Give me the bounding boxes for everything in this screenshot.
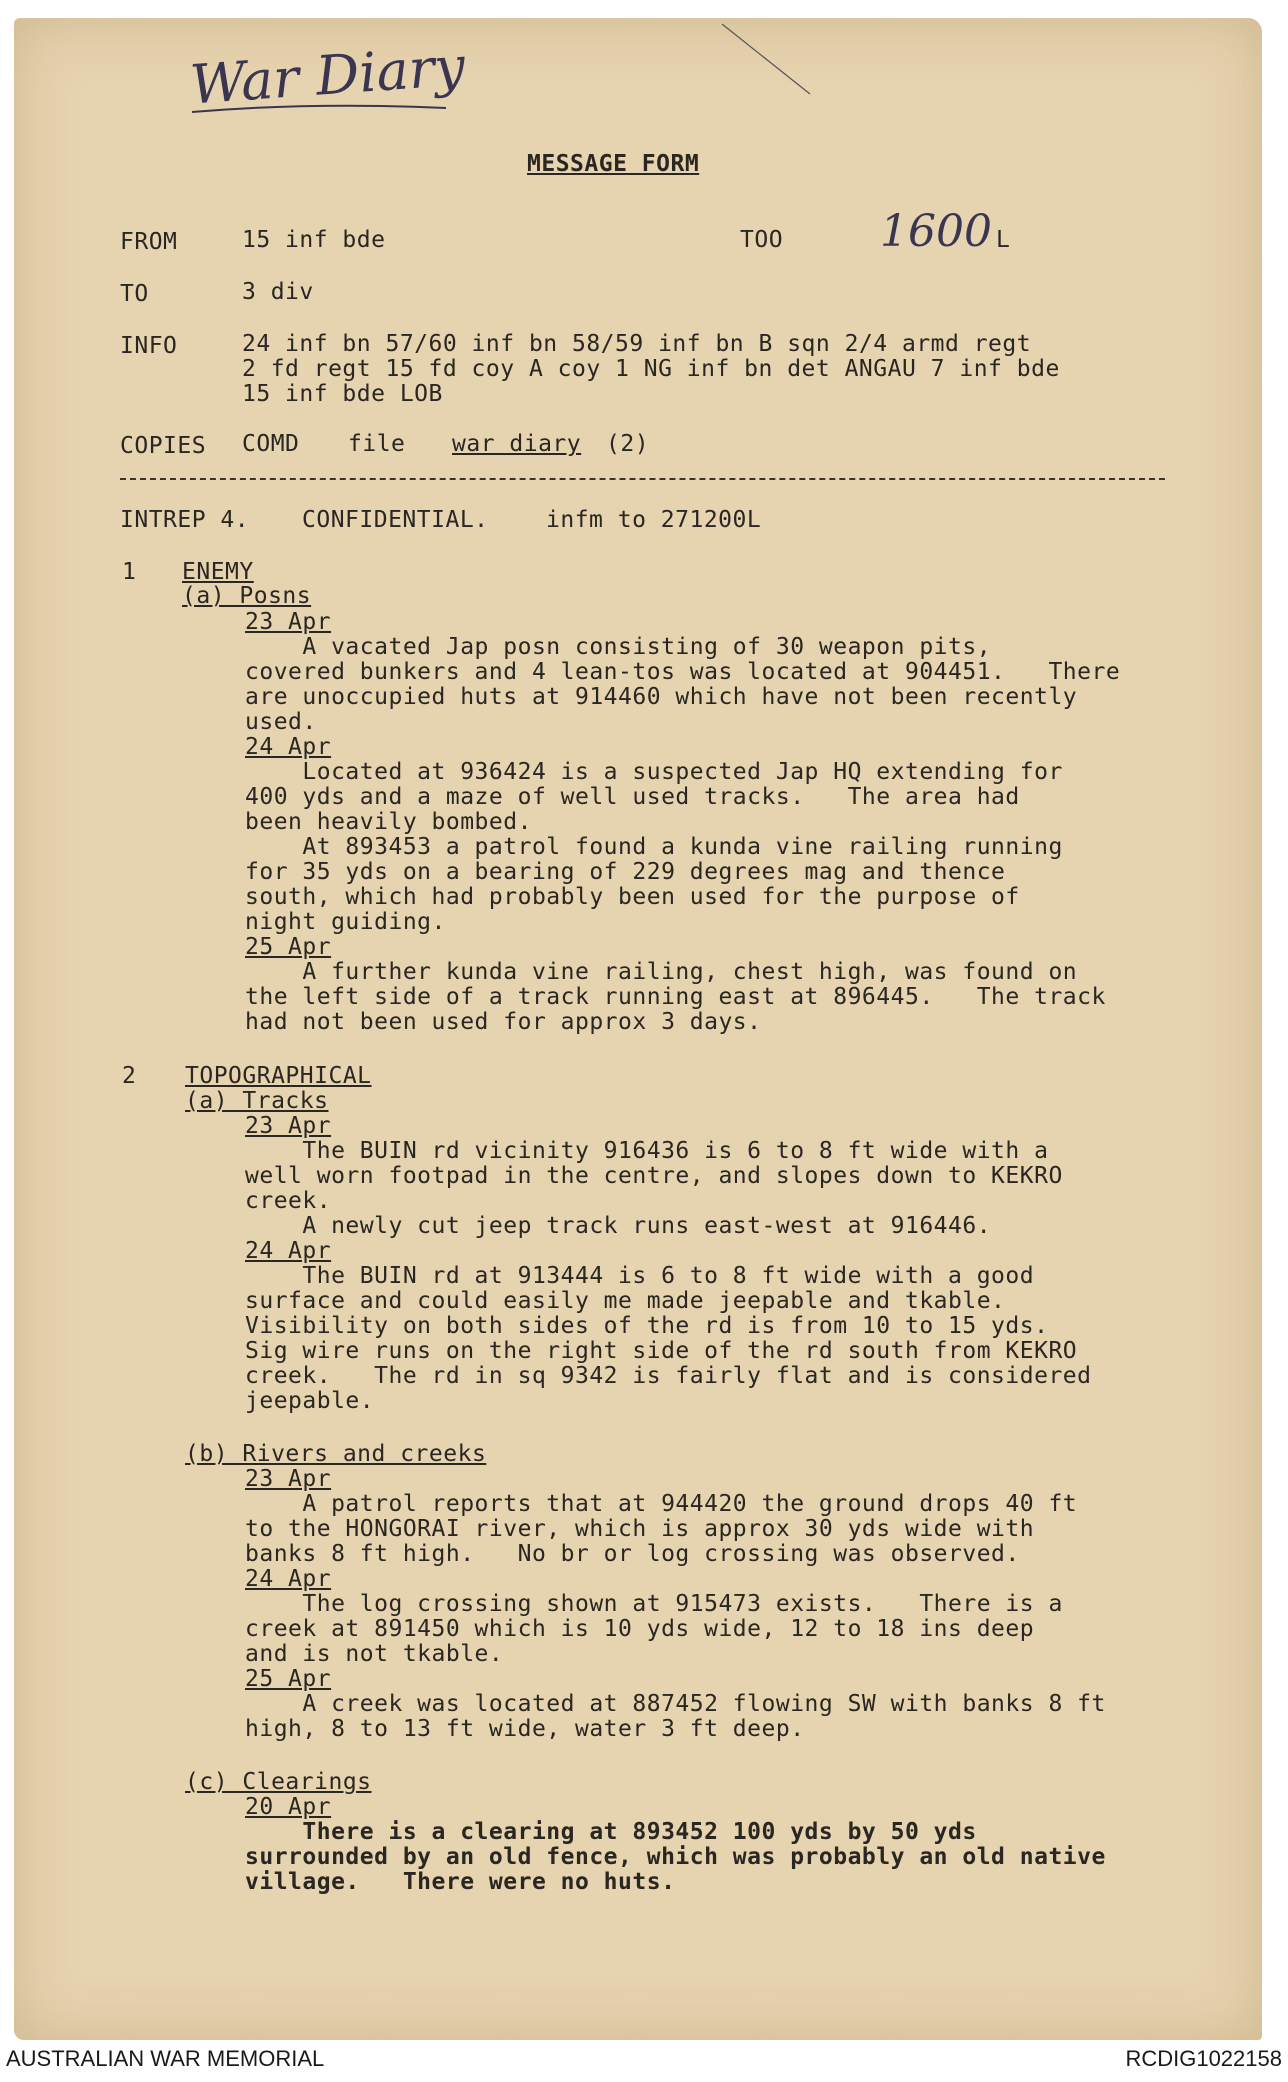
body-line: creek. The rd in sq 9342 is fairly flat and is considered: [245, 1363, 1092, 1389]
body-line: creek.: [245, 1188, 332, 1214]
footer-id: RCDIG1022158: [1125, 2046, 1282, 2071]
body-line: covered bunkers and 4 lean-tos was located at 904451. There: [245, 659, 1121, 685]
too-suffix: L: [996, 227, 1011, 253]
date-heading: 25 Apr: [245, 934, 332, 960]
to-value: 3 div: [242, 279, 314, 305]
from-value: 15 inf bde: [242, 227, 386, 253]
from-label: FROM: [120, 229, 178, 255]
date-heading: 25 Apr: [245, 1666, 332, 1692]
body-line: banks 8 ft high. No br or log crossing was observed.: [245, 1541, 1020, 1567]
body-line: Visibility on both sides of the rd is from 10 to 15 yds.: [245, 1313, 1049, 1339]
handwritten-underline: [190, 98, 450, 118]
too-handwritten-time: 1600: [880, 206, 992, 257]
intrep-classification: CONFIDENTIAL.: [302, 507, 489, 533]
copies-war-diary: war diary: [452, 431, 582, 457]
copies-count: (2): [606, 431, 650, 457]
date-heading: 20 Apr: [245, 1794, 332, 1820]
section-2b-heading: (b) Rivers and creeks: [185, 1441, 487, 1467]
date-heading: 24 Apr: [245, 734, 332, 760]
copies-comd: COMD: [242, 431, 300, 457]
body-line: The log crossing shown at 915473 exists. There is a: [245, 1591, 1063, 1617]
date-heading: 23 Apr: [245, 609, 332, 635]
body-line: night guiding.: [245, 909, 446, 935]
body-line: and is not tkable.: [245, 1641, 504, 1667]
intrep-infm: infm to 271200L: [546, 507, 762, 533]
body-line: 400 yds and a maze of well used tracks. The area had: [245, 784, 1020, 810]
section-2a-heading: (a) Tracks: [185, 1088, 329, 1114]
header-divider: [120, 478, 1165, 480]
info-line-2: 2 fd regt 15 fd coy A coy 1 NG inf bn det ANGAU 7 inf bde: [242, 356, 1060, 382]
body-line: high, 8 to 13 ft wide, water 3 ft deep.: [245, 1716, 805, 1742]
body-line: are unoccupied huts at 914460 which have not been recently: [245, 684, 1078, 710]
section-2-title: TOPOGRAPHICAL: [185, 1063, 372, 1089]
body-line: for 35 yds on a bearing of 229 degrees mag and thence: [245, 859, 1006, 885]
section-1a-heading: (a) Posns: [182, 583, 312, 609]
info-line-1: 24 inf bn 57/60 inf bn 58/59 inf bn B sqn 2/4 armd regt: [242, 331, 1032, 357]
body-line: A vacated Jap posn consisting of 30 weapon pits,: [245, 634, 992, 660]
copies-label: COPIES: [120, 433, 207, 459]
to-label: TO: [120, 281, 149, 307]
body-line: used.: [245, 709, 317, 735]
date-heading: 24 Apr: [245, 1566, 332, 1592]
body-line: The BUIN rd at 913444 is 6 to 8 ft wide with a good: [245, 1263, 1035, 1289]
body-line: A patrol reports that at 944420 the ground drops 40 ft: [245, 1491, 1078, 1517]
body-line: surrounded by an old fence, which was probably an old native: [245, 1844, 1106, 1870]
body-line: surface and could easily me made jeepable and tkable.: [245, 1288, 1006, 1314]
body-line: Located at 936424 is a suspected Jap HQ extending for: [245, 759, 1063, 785]
body-line: well worn footpad in the centre, and slopes down to KEKRO: [245, 1163, 1063, 1189]
too-label: TOO: [740, 227, 784, 253]
intrep-label: INTREP 4.: [120, 507, 250, 533]
body-line: A creek was located at 887452 flowing SW with banks 8 ft: [245, 1691, 1106, 1717]
section-1-number: 1: [122, 559, 137, 585]
body-line: Sig wire runs on the right side of the rd south from KEKRO: [245, 1338, 1078, 1364]
body-line: been heavily bombed.: [245, 809, 532, 835]
form-title: MESSAGE FORM: [527, 151, 700, 177]
body-line: A newly cut jeep track runs east-west at 916446.: [245, 1213, 992, 1239]
copies-file: file: [348, 431, 406, 457]
section-2c-heading: (c) Clearings: [185, 1769, 372, 1795]
body-line: creek at 891450 which is 10 yds wide, 12 to 18 ins deep: [245, 1616, 1035, 1642]
body-line: village. There were no huts.: [245, 1869, 676, 1895]
info-label: INFO: [120, 333, 178, 359]
body-line: jeepable.: [245, 1388, 375, 1414]
body-line: A further kunda vine railing, chest high, was found on: [245, 959, 1078, 985]
body-line: At 893453 a patrol found a kunda vine railing running: [245, 834, 1063, 860]
section-2-number: 2: [122, 1063, 137, 1089]
date-heading: 24 Apr: [245, 1238, 332, 1264]
body-line: There is a clearing at 893452 100 yds by 50 yds: [245, 1819, 977, 1845]
body-line: The BUIN rd vicinity 916436 is 6 to 8 ft wide with a: [245, 1138, 1049, 1164]
footer-source: AUSTRALIAN WAR MEMORIAL: [6, 2046, 325, 2071]
info-line-3: 15 inf bde LOB: [242, 381, 443, 407]
body-line: south, which had probably been used for the purpose of: [245, 884, 1020, 910]
body-line: to the HONGORAI river, which is approx 30 yds wide with: [245, 1516, 1035, 1542]
handwritten-title: War Diary: [188, 34, 467, 117]
date-heading: 23 Apr: [245, 1466, 332, 1492]
body-line: the left side of a track running east at 896445. The track: [245, 984, 1106, 1010]
section-1-title: ENEMY: [182, 559, 254, 585]
paper-crease-mark: [720, 22, 820, 102]
body-line: had not been used for approx 3 days.: [245, 1009, 762, 1035]
date-heading: 23 Apr: [245, 1113, 332, 1139]
